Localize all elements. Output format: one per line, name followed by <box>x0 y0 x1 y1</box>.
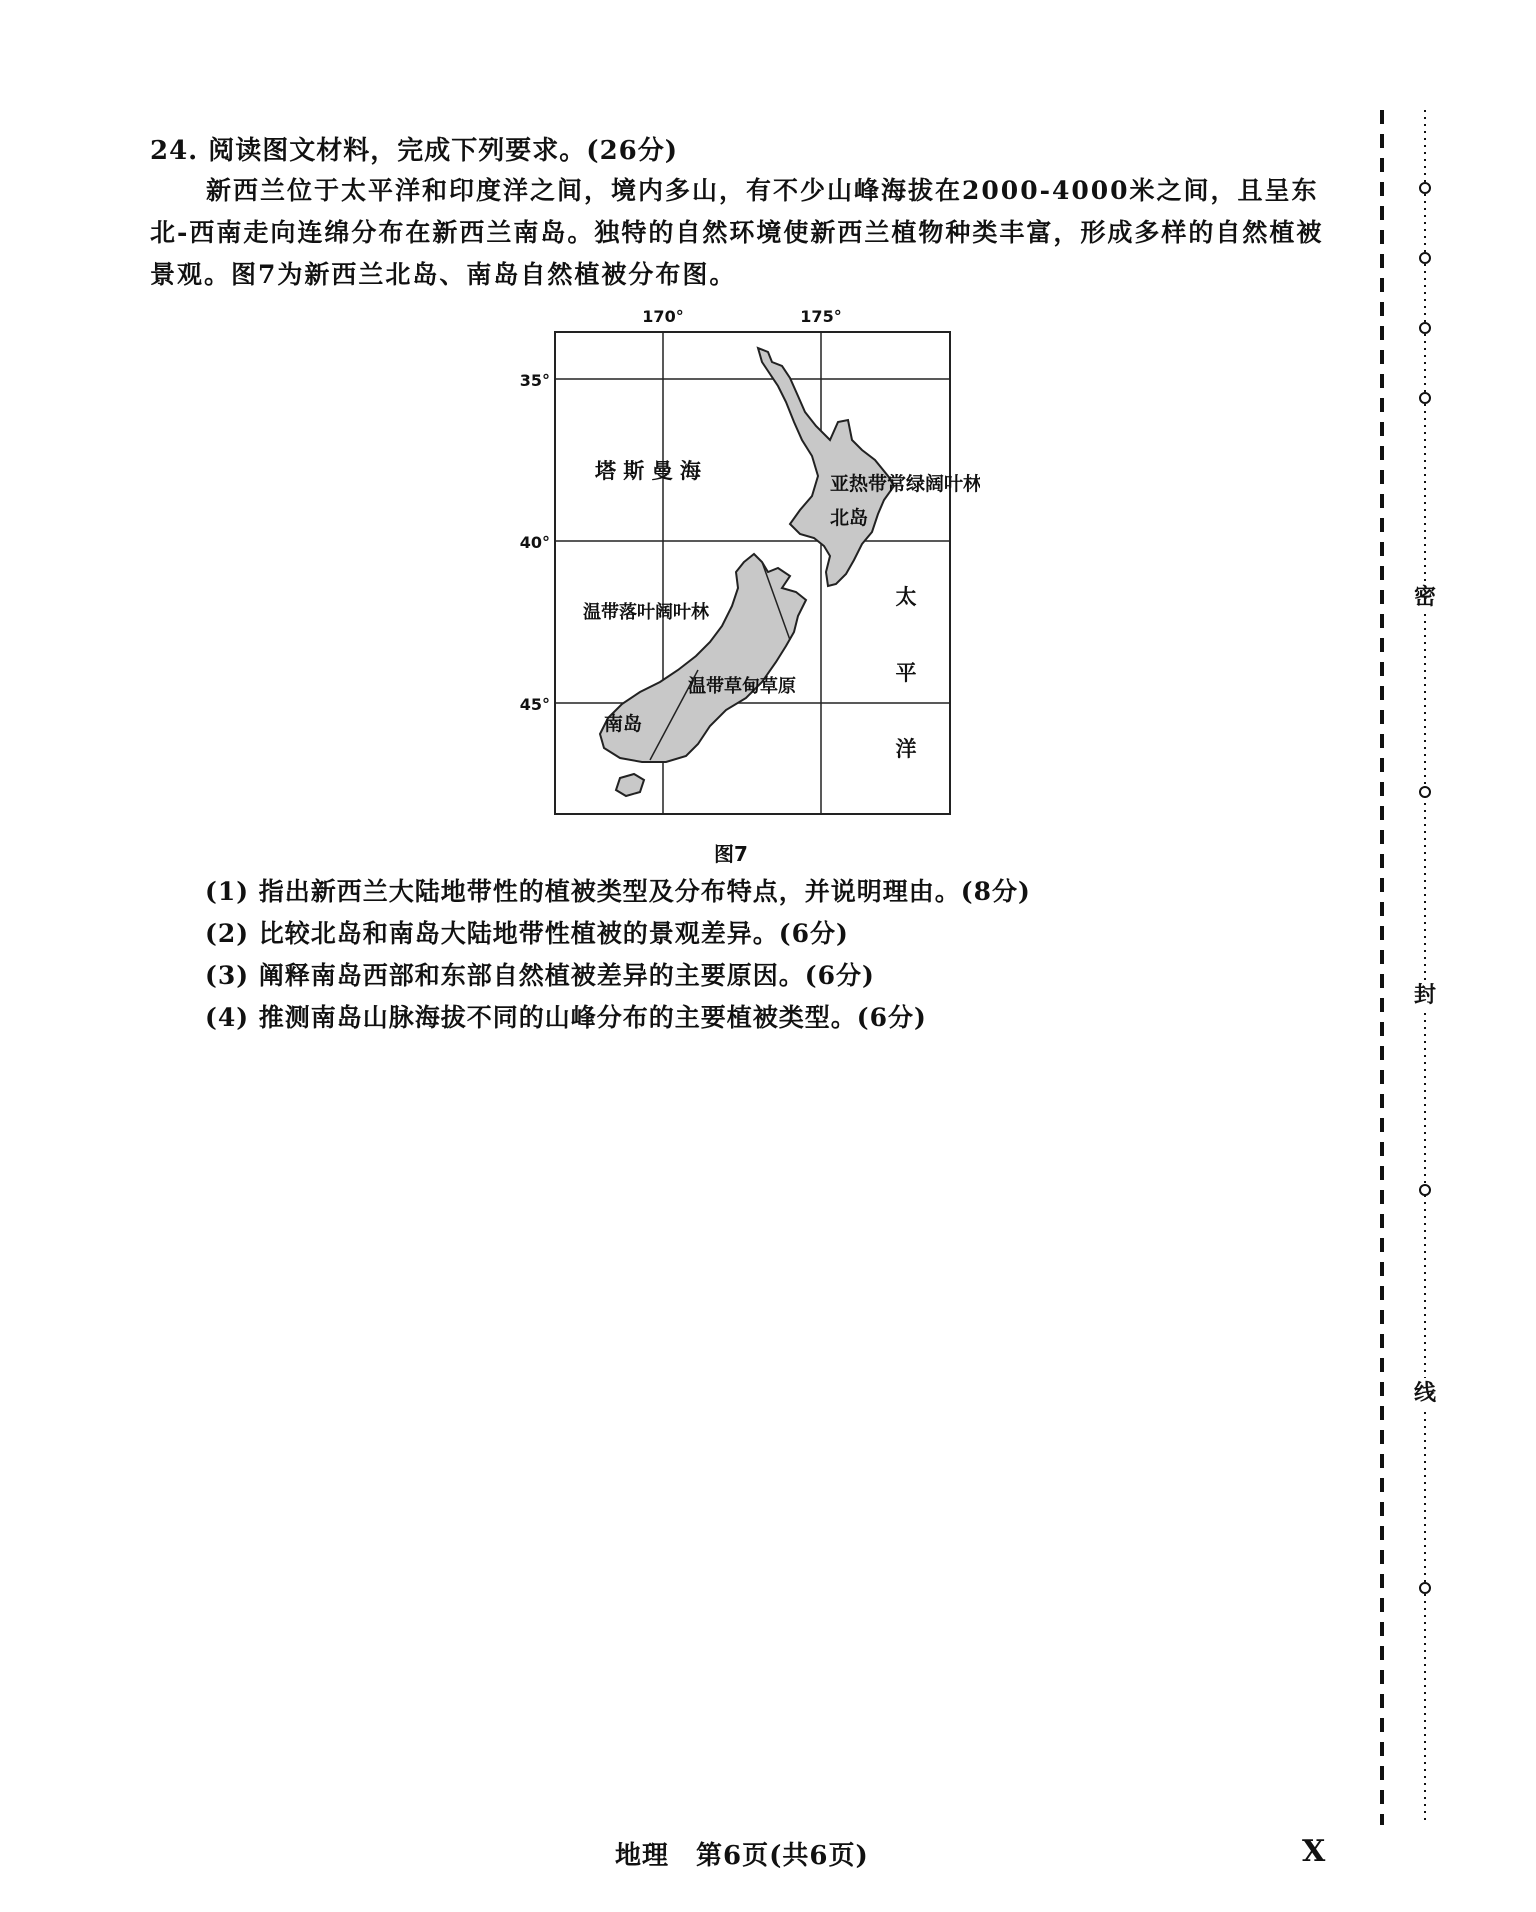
map-svg <box>500 300 980 840</box>
subquestion-2: (2) 比较北岛和南岛大陆地带性植被的景观差异。(6分) <box>205 919 849 948</box>
new-zealand-vegetation-map <box>500 300 980 860</box>
label-north-island: 北岛 <box>830 507 869 529</box>
binding-hole-2 <box>1420 253 1430 263</box>
subquestion-1: (1) 指出新西兰大陆地带性的植被类型及分布特点，并说明理由。(8分) <box>205 877 1031 906</box>
paper-version-mark: X <box>1302 1834 1326 1869</box>
label-pacific-1: 太 <box>895 585 917 609</box>
label-south-island: 南岛 <box>604 713 643 735</box>
figure-caption: 图7 <box>714 842 748 866</box>
stewart-island-shape <box>616 774 644 796</box>
binding-line <box>1370 110 1450 1825</box>
binding-hole-4 <box>1420 393 1430 403</box>
lon-label-170: 170° <box>642 307 684 326</box>
label-temperate-forest: 温带落叶阔叶林 <box>583 602 709 623</box>
binding-char-feng: 封 <box>1410 980 1440 1010</box>
lon-label-175: 175° <box>800 307 842 326</box>
binding-hole-6 <box>1420 1185 1430 1195</box>
label-tasman-sea: 塔 斯 曼 海 <box>595 459 701 483</box>
binding-hole-3 <box>1420 323 1430 333</box>
question-intro: 新西兰位于太平洋和印度洋之间，境内多山，有不少山峰海拔在2000-4000米之间，且呈东北-西南走向连绵分布在新西兰南岛。独特的自然环境使新西兰植物种类丰富，形成多样的自然植被景观。图7为新西兰北岛、南岛自然植被分布图。 <box>150 176 1324 289</box>
subquestion-3: (3) 阐释南岛西部和东部自然植被差异的主要原因。(6分) <box>205 961 875 990</box>
north-island-shape <box>758 348 894 586</box>
subquestion-4: (4) 推测南岛山脉海拔不同的山峰分布的主要植被类型。(6分) <box>205 1003 927 1032</box>
label-subtropical-forest: 亚热带常绿阔叶林 <box>830 473 980 495</box>
label-pacific-3: 洋 <box>895 737 917 761</box>
binding-char-xian: 线 <box>1410 1378 1440 1408</box>
lat-label-35: 35° <box>519 371 550 390</box>
page-footer: 地理 第6页(共6页) <box>615 1841 869 1871</box>
binding-hole-7 <box>1420 1583 1430 1593</box>
binding-line-svg <box>1370 110 1450 1825</box>
label-pacific-2: 平 <box>895 661 917 685</box>
lat-label-45: 45° <box>519 695 550 714</box>
binding-hole-1 <box>1420 183 1430 193</box>
label-grassland: 温带草甸草原 <box>688 676 796 697</box>
question-title: 24. 阅读图文材料，完成下列要求。(26分) <box>150 136 679 166</box>
lat-label-40: 40° <box>519 533 550 552</box>
binding-char-mi: 密 <box>1410 582 1440 612</box>
binding-hole-5 <box>1420 787 1430 797</box>
